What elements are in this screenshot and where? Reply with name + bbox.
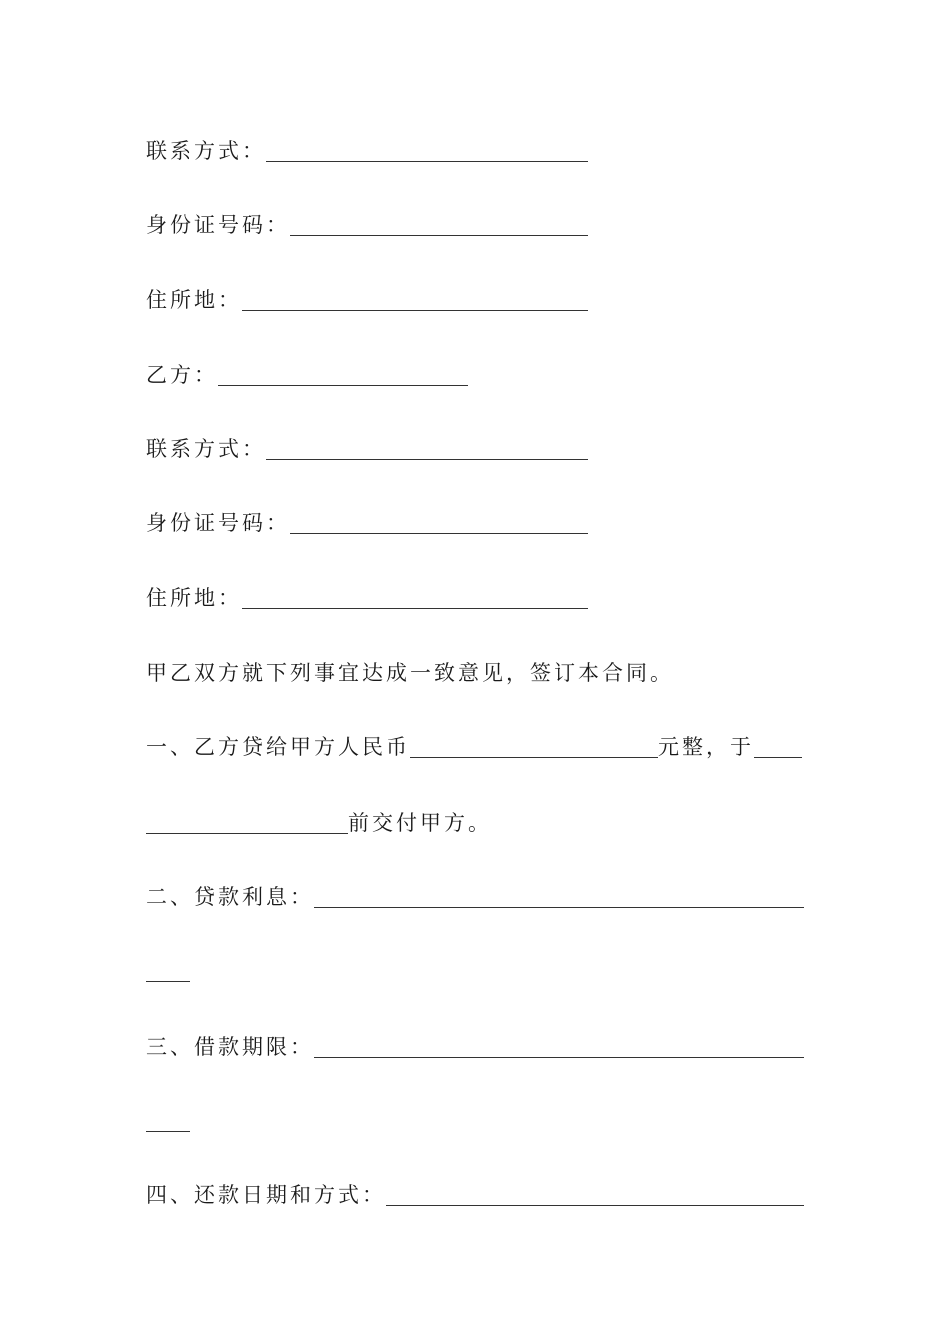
party-a-contact-row bbox=[146, 136, 588, 166]
party-a-contact-blank[interactable] bbox=[266, 139, 588, 162]
intro-text: 甲乙双方就下列事宜达成一致意见，签订本合同。 bbox=[146, 661, 674, 685]
loan-term-blank-cont[interactable] bbox=[146, 1109, 190, 1132]
clause-3-row bbox=[146, 1032, 804, 1062]
party-b-address-row bbox=[146, 583, 588, 613]
party-b-id-blank[interactable] bbox=[290, 511, 588, 534]
intro-row bbox=[146, 658, 674, 688]
loan-term-blank[interactable] bbox=[314, 1035, 804, 1058]
clause-3-label: 三、借款期限： bbox=[146, 1035, 314, 1059]
party-b-contact-blank[interactable] bbox=[266, 437, 588, 460]
clause-4-row bbox=[146, 1180, 804, 1210]
clause-4-label: 四、还款日期和方式： bbox=[146, 1183, 386, 1207]
party-b-id-row bbox=[146, 508, 588, 538]
party-a-id-row bbox=[146, 210, 588, 240]
party-b-name-blank[interactable] bbox=[218, 363, 468, 386]
party-a-address-row bbox=[146, 285, 588, 315]
clause-1-row bbox=[146, 732, 802, 762]
party-b-title-row bbox=[146, 360, 468, 390]
clause-2-cont-row bbox=[146, 956, 190, 986]
interest-blank[interactable] bbox=[314, 885, 804, 908]
clause-3-cont-row bbox=[146, 1106, 190, 1136]
party-a-address-label: 住所地： bbox=[146, 288, 242, 312]
clause-1-cont-row bbox=[146, 808, 492, 838]
clause-1-suffix: 前交付甲方。 bbox=[348, 811, 492, 835]
party-a-id-label: 身份证号码： bbox=[146, 213, 290, 237]
party-b-title-label: 乙方： bbox=[146, 363, 218, 387]
party-a-id-blank[interactable] bbox=[290, 213, 588, 236]
clause-2-label: 二、贷款利息： bbox=[146, 885, 314, 909]
party-a-address-blank[interactable] bbox=[242, 288, 588, 311]
clause-1-mid: 元整，于 bbox=[658, 735, 754, 759]
party-b-address-label: 住所地： bbox=[146, 586, 242, 610]
party-a-contact-label: 联系方式： bbox=[146, 139, 266, 163]
interest-blank-cont[interactable] bbox=[146, 959, 190, 982]
party-b-contact-row bbox=[146, 434, 588, 464]
clause-2-row bbox=[146, 882, 804, 912]
delivery-date-blank-start[interactable] bbox=[754, 735, 802, 758]
party-b-id-label: 身份证号码： bbox=[146, 511, 290, 535]
clause-1-prefix: 一、乙方贷给甲方人民币 bbox=[146, 735, 410, 759]
party-b-contact-label: 联系方式： bbox=[146, 437, 266, 461]
repayment-blank[interactable] bbox=[386, 1183, 804, 1206]
loan-amount-blank[interactable] bbox=[410, 735, 658, 758]
party-b-address-blank[interactable] bbox=[242, 586, 588, 609]
delivery-date-blank-end[interactable] bbox=[146, 811, 348, 834]
